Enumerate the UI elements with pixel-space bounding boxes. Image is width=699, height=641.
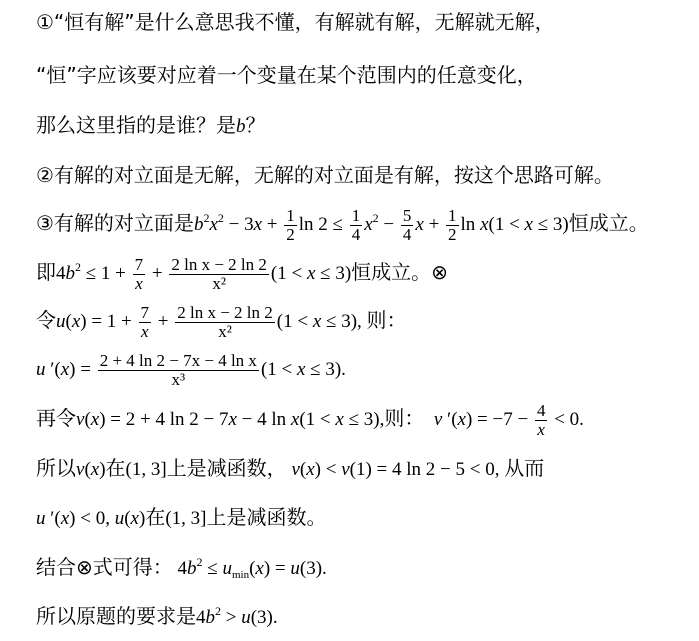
fraction [169, 256, 269, 293]
text-span: 所以原题的要求是 [36, 604, 196, 628]
paragraph-1-line-2 [36, 63, 693, 87]
paragraph-1-line-1 [36, 10, 693, 34]
fraction-numerator: 5 [402, 206, 412, 226]
formula-min: $4b^2 \le u_{min}(x) = u(3)$. [172, 555, 327, 581]
fraction-numerator: 1 [286, 206, 295, 226]
formula-conclusion: $4b^2 > u(3)$. [196, 604, 278, 628]
fraction [284, 207, 297, 244]
paragraph-3 [36, 205, 693, 244]
formula-u-decreasing: u ′(x) < 0, u(x) [36, 508, 146, 529]
text-span: ③有解的对立面是 [36, 211, 194, 235]
paragraph-9 [36, 505, 693, 531]
fraction-numerator: 1 [448, 206, 457, 226]
fraction [133, 256, 146, 293]
text-span: 那么这里指的是谁？是 [36, 113, 236, 137]
text-span: 则： [384, 406, 425, 430]
text-span: 即 [36, 260, 56, 284]
paragraph-7 [36, 398, 693, 440]
fraction-denominator: x [135, 274, 143, 294]
text-span: 上是减函数， [166, 456, 287, 480]
text-span: 上是减函数。 [206, 505, 327, 529]
fraction-denominator: 4 [402, 225, 412, 245]
text-span: 在 [145, 505, 166, 529]
variable-b: b [236, 116, 246, 137]
formula-v-derivative: v ′(x) = −7 − $\frac{4}{x}$ < 0. [433, 401, 584, 440]
fraction-numerator: 2 ln x − 2 ln 2 [171, 255, 267, 275]
paragraph-2 [36, 163, 693, 187]
text-span: 从而 [504, 456, 545, 480]
paragraph-8 [36, 456, 693, 482]
paragraph-6 [36, 348, 693, 390]
fraction-numerator: 7 [134, 255, 144, 275]
text-span: 在 [105, 456, 126, 480]
fraction [350, 207, 363, 244]
formula-bound: $4b^2 \le 1$ + $\frac{7}{x}$ + $\frac{\text{2 ln x − 2 ln 2}}{\text{x²}}$ (1 < x ≤ 3) [56, 255, 352, 294]
fraction-numerator: 7 [140, 303, 150, 323]
fraction-numerator: 2 + 4 ln 2 − 7x − 4 ln x [99, 351, 257, 371]
paragraph-4 [36, 252, 693, 294]
formula-inequality: $b^2x^2 - 3x$ + $\frac{1}{2}$ ln 2 ≤ $\frac{1}{4}$ $x^2$ − $\frac{5}{4}$ x + $\frac{1}{2}$ ln x(1 < x ≤ 3) [193, 206, 569, 245]
fraction [535, 402, 548, 439]
paragraph-10 [36, 555, 693, 581]
formula-v-definition: v(x) = 2 + 4 ln 2 − 7x − 4 ln x(1 < x ≤ 3), [76, 409, 385, 430]
formula-interval: (1, 3] [125, 459, 167, 480]
fraction-denominator: x [141, 322, 149, 342]
text-span: ②有解的对立面是无解，无解的对立面是有解，按这个思路可解。 [36, 163, 614, 187]
fraction [446, 207, 459, 244]
formula-u-definition: u(x) = 1 + $\frac{7}{x}$ + $\frac{\text{2 ln x − 2 ln 2}}{\text{x²}}$ (1 < x ≤ 3), [56, 303, 367, 342]
text-span: ①“恒有解”是什么意思我不懂，有解就有解，无解就无解， [36, 10, 555, 34]
fraction-denominator: x² [212, 274, 226, 294]
formula-interval: (1, 3] [165, 508, 207, 529]
fraction [98, 352, 259, 389]
fraction [139, 304, 152, 341]
text-span: 则： [366, 308, 407, 332]
text-span: 结合⊗式可得： [36, 555, 173, 579]
text-span: 再令 [36, 406, 76, 430]
paragraph-5 [36, 300, 693, 342]
text-span: 所以 [36, 456, 76, 480]
fraction-numerator: 2 ln x − 2 ln 2 [177, 303, 273, 323]
fraction-numerator: 4 [536, 401, 546, 421]
fraction [175, 304, 275, 341]
fraction-denominator: x² [218, 322, 232, 342]
fraction-denominator: 2 [448, 225, 457, 245]
formula-v: v(x) [76, 459, 106, 480]
text-span: “恒”字应该要对应着一个变量在某个范围内的任意变化， [36, 63, 537, 87]
fraction-denominator: 2 [286, 225, 295, 245]
paragraph-1-line-3 [36, 113, 693, 139]
fraction-denominator: 4 [351, 225, 361, 245]
formula-v-bound: v(x) < v(1) = 4 ln 2 − 5 < 0, [291, 459, 505, 480]
text-span: ？ [245, 113, 266, 137]
paragraph-11 [36, 604, 693, 630]
fraction-numerator: 1 [351, 206, 361, 226]
text-span: 令 [36, 308, 56, 332]
formula-u-derivative: u ′(x) = $\frac{\text{2 + 4 ln 2 − 7x − 4 ln x}}{\text{x³}}$ (1 < x ≤ 3). [36, 351, 346, 390]
text-span: 恒成立。⊗ [351, 260, 448, 284]
fraction [401, 207, 414, 244]
text-span: 恒成立。 [568, 211, 649, 235]
fraction-denominator: x³ [171, 370, 186, 390]
fraction-denominator: x [537, 420, 545, 440]
